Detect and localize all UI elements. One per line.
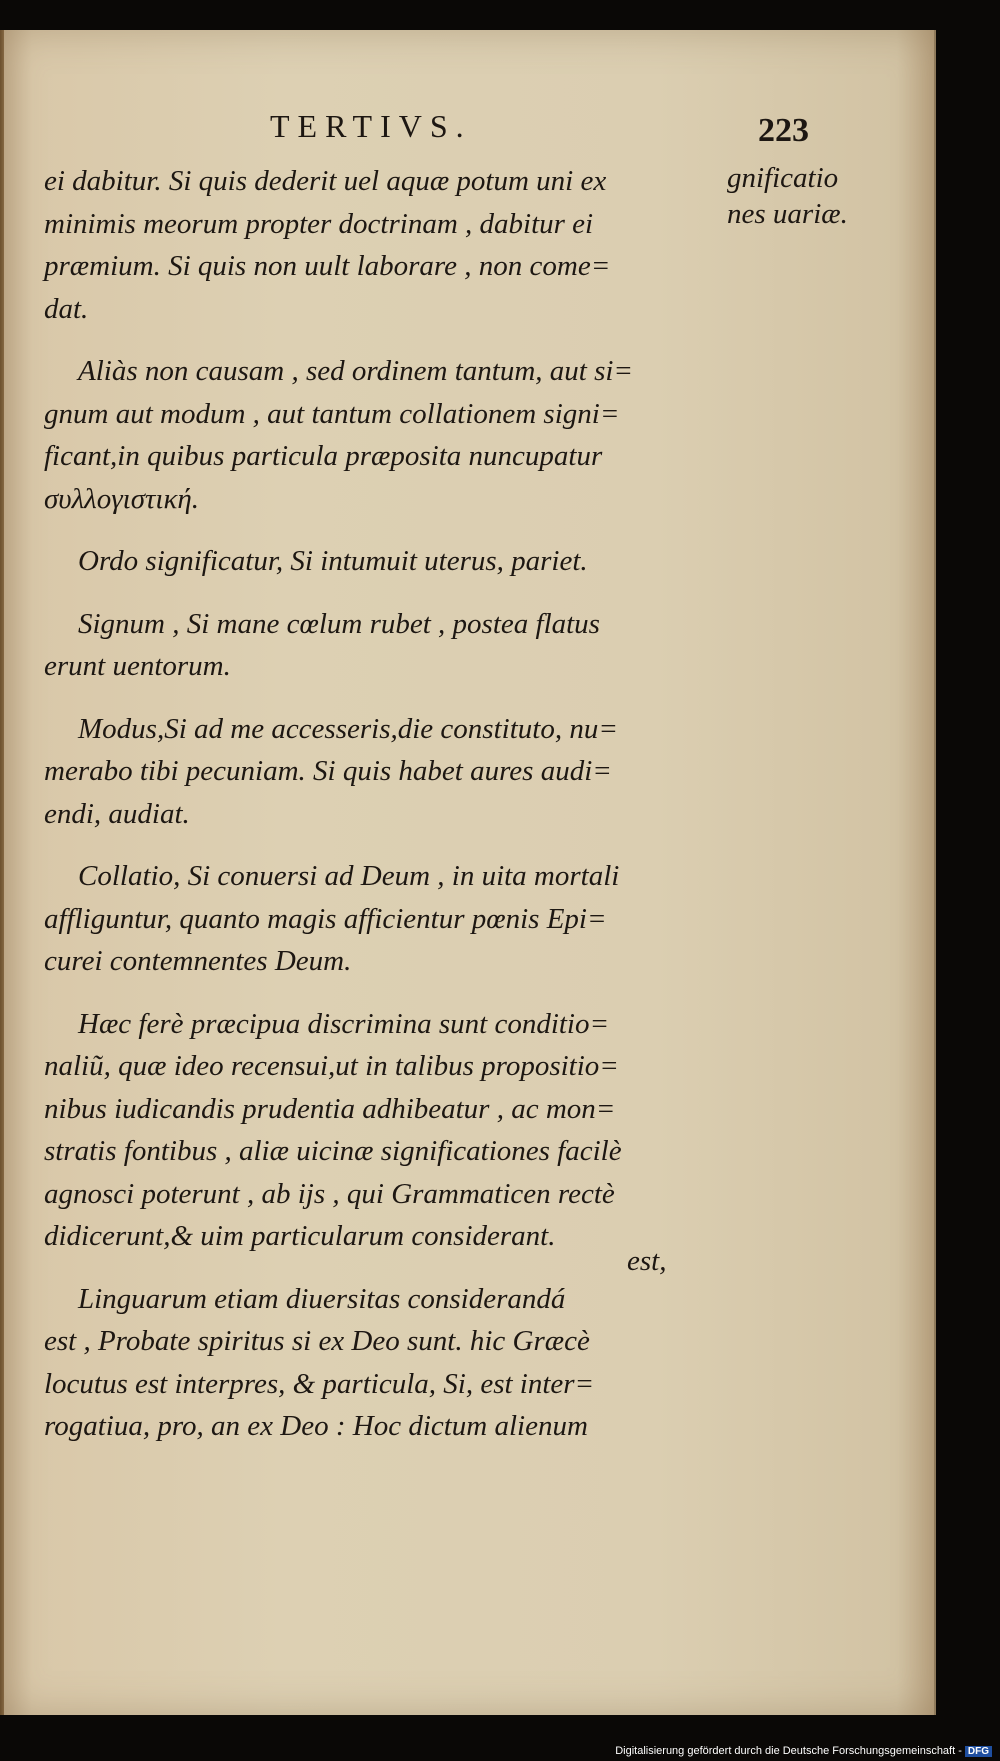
dfg-logo: DFG bbox=[965, 1746, 992, 1757]
text-line: est , Probate spiritus si ex Deo sunt. hic Græcè bbox=[44, 1325, 590, 1357]
text-line: locutus est interpres, & particula, Si, est inter= bbox=[44, 1367, 595, 1400]
paragraph bbox=[44, 540, 724, 583]
paragraph-gap bbox=[44, 983, 724, 1003]
text-line: minimis meorum propter doctrinam , dabitur ei bbox=[44, 207, 594, 240]
text-line: συλλογιστική. bbox=[44, 482, 200, 515]
body-text bbox=[44, 160, 724, 1448]
paragraph-gap bbox=[44, 583, 724, 603]
text-line: Linguarum etiam diuersitas considerandá bbox=[78, 1282, 566, 1315]
text-line: stratis fontibus , aliæ uicinæ significationes facilè bbox=[44, 1135, 622, 1167]
text-line: didicerunt,& uim particularum considerant. bbox=[44, 1220, 556, 1252]
catchword: est, bbox=[627, 1245, 667, 1277]
paragraph-gap bbox=[44, 1258, 724, 1278]
text-line: ei dabitur. Si quis dederit uel aquæ potum uni ex bbox=[44, 165, 607, 197]
margin-note-line: nes uariæ. bbox=[727, 198, 848, 230]
text-line: ficant,in quibus particula præposita nuncupatur bbox=[44, 440, 603, 472]
text-line: endi, audiat. bbox=[44, 797, 190, 830]
running-title: TERTIVS. bbox=[270, 108, 472, 144]
paragraph bbox=[44, 1278, 724, 1448]
page-number: 223 bbox=[758, 112, 809, 149]
digitization-credit bbox=[615, 1745, 992, 1757]
text-line: dat. bbox=[44, 292, 89, 325]
paragraph bbox=[44, 855, 724, 983]
text-line: Ordo significatur, Si intumuit uterus, pariet. bbox=[78, 545, 588, 577]
paragraph-gap bbox=[44, 835, 724, 855]
text-line: affliguntur, quanto magis afficientur pœnis Epi= bbox=[44, 902, 607, 935]
text-line: merabo tibi pecuniam. Si quis habet aures audi= bbox=[44, 755, 612, 787]
paragraph bbox=[44, 160, 724, 330]
paragraph bbox=[44, 708, 724, 836]
text-line: curei contemnentes Deum. bbox=[44, 945, 352, 977]
paragraph bbox=[44, 350, 724, 520]
paragraph-gap bbox=[44, 688, 724, 708]
text-line: naliũ, quæ ideo recensui,ut in talibus propositio= bbox=[44, 1050, 619, 1082]
paragraph bbox=[44, 603, 724, 688]
text-line: nibus iudicandis prudentia adhibeatur , ac mon= bbox=[44, 1092, 616, 1125]
paragraph-gap bbox=[44, 520, 724, 540]
paragraph-gap bbox=[44, 330, 724, 350]
text-line: agnosci poterunt , ab ijs , qui Grammaticen rectè bbox=[44, 1177, 615, 1210]
text-line: Modus,Si ad me accesseris,die constituto, nu= bbox=[78, 712, 618, 745]
text-line: Aliàs non causam , sed ordinem tantum, aut si= bbox=[78, 355, 633, 387]
text-line: Hæc ferè præcipua discrimina sunt conditio= bbox=[78, 1007, 610, 1040]
text-line: gnum aut modum , aut tantum collationem signi= bbox=[44, 397, 620, 430]
text-line: Signum , Si mane cœlum rubet , postea flatus bbox=[78, 607, 600, 640]
text-line: præmium. Si quis non uult laborare , non come= bbox=[44, 250, 611, 282]
credit-text: Digitalisierung gefördert durch die Deutsche Forschungsgemeinschaft - bbox=[615, 1745, 962, 1757]
paragraph bbox=[44, 1003, 724, 1258]
margin-note-line: gnificatio bbox=[727, 162, 839, 194]
text-line: Collatio, Si conuersi ad Deum , in uita mortali bbox=[78, 860, 620, 892]
text-line: erunt uentorum. bbox=[44, 650, 231, 682]
text-line: rogatiua, pro, an ex Deo : Hoc dictum alienum bbox=[44, 1410, 588, 1442]
margin-note bbox=[727, 160, 877, 232]
